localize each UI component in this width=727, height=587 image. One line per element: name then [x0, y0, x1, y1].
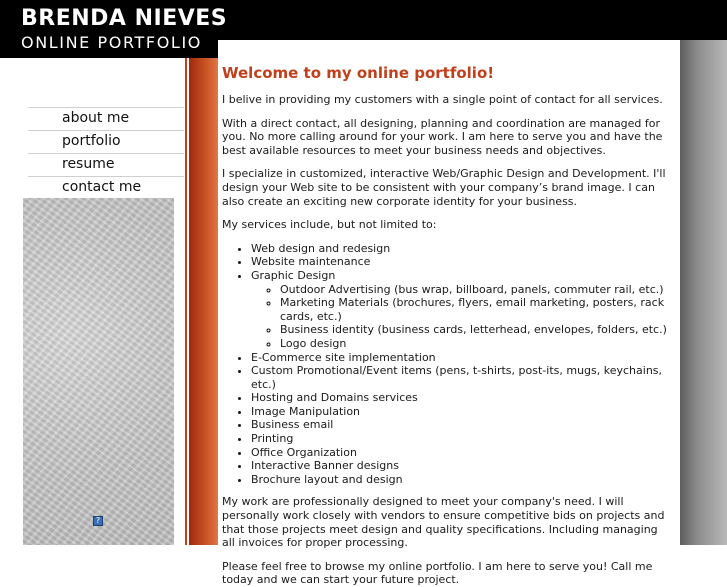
list-item: • Web design and redesign: [251, 242, 668, 256]
services-intro: My services include, but not limited to:: [222, 218, 437, 232]
list-item: • Custom Promotional/Event items (pens, t-shirts, post-its, mugs, keychains, etc.): [251, 364, 668, 391]
sub-list-item: ◦ Business identity (business cards, letterhead, envelopes, folders, etc.): [280, 323, 668, 337]
sidebar-texture: [23, 198, 174, 545]
nav-item-contact-me[interactable]: contact me: [28, 176, 184, 199]
list-item-graphic-design: [251, 269, 668, 351]
list-item: • Brochure layout and design: [251, 473, 668, 487]
list-item: • Hosting and Domains services: [251, 391, 668, 405]
list-item: • Business email: [251, 418, 668, 432]
list-item: • Image Manipulation: [251, 405, 668, 419]
list-item-label: Graphic Design: [251, 268, 336, 282]
brand-name[interactable]: BRENDA NIEVES: [21, 6, 228, 31]
sub-list-item: ◦ Marketing Materials (brochures, flyers, email marketing, posters, rack cards, etc.): [280, 296, 668, 323]
list-item: • Interactive Banner designs: [251, 459, 668, 473]
list-item: • E-Commerce site implementation: [251, 351, 668, 365]
specialize-paragraph: I specialize in customized, interactive Web/Graphic Design and Development. I'll design your Web site to be consistent with your company’s brand image. I can also create an exciting new corporate identity for your business.: [222, 167, 666, 208]
nav-item-about-me[interactable]: about me: [28, 107, 184, 130]
direct-contact-paragraph: With a direct contact, all designing, planning and coordination are managed for you. No more calling around for your work. I am here to serve you and have the best available resources to meet your business needs and objectives.: [222, 116, 663, 157]
quality-paragraph: My work are professionally designed to meet your company's need. I will personally work closely with vendors to ensure competitive bids on projects and that those projects meet design and quality specifications. Including managing all invoices for proper processing.: [222, 495, 665, 550]
nav-item-portfolio[interactable]: portfolio: [28, 130, 184, 153]
red-stripe-divider: [184, 58, 218, 545]
main-nav: [28, 107, 184, 199]
intro-paragraph: I belive in providing my customers with a single point of contact for all services.: [222, 93, 663, 106]
sub-list-item: ◦ Logo design: [280, 337, 668, 351]
list-item: • Printing: [251, 432, 668, 446]
list-item: • Website maintenance: [251, 255, 668, 269]
closing-paragraph: Please feel free to browse my online portfolio. I am here to serve you! Call me today and we can start your future project.: [222, 559, 653, 587]
graphic-design-sublist: [251, 283, 668, 351]
page-title: Welcome to my online portfolio!: [222, 64, 495, 82]
help-icon[interactable]: ?: [93, 516, 103, 526]
nav-item-resume[interactable]: resume: [28, 153, 184, 176]
sidebar-margin: [0, 198, 23, 545]
list-item: • Office Organization: [251, 446, 668, 460]
sub-list-item: ◦ Outdoor Advertising (bus wrap, billboard, panels, commuter rail, etc.): [280, 283, 668, 297]
main-content: [218, 40, 680, 587]
right-gray-panel: [680, 40, 727, 545]
services-list: [222, 242, 668, 487]
sidebar-gutter: [174, 198, 184, 545]
brand-subtitle: ONLINE PORTFOLIO: [21, 33, 202, 52]
